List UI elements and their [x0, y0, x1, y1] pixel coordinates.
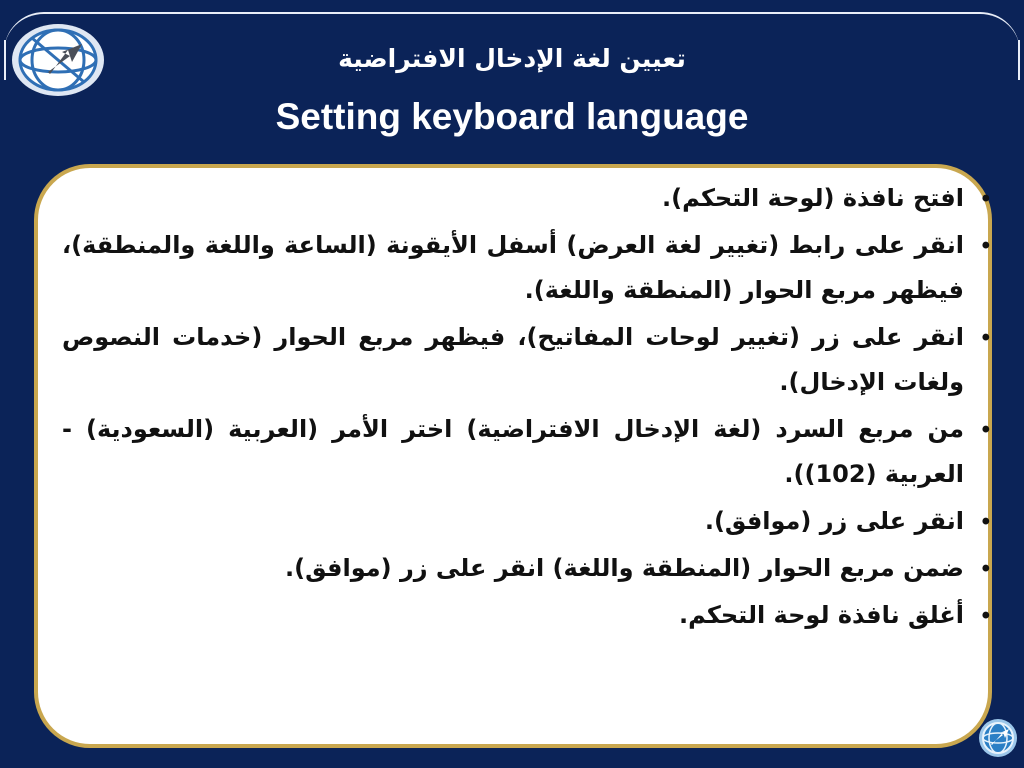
- slide-title-english: Setting keyboard language: [275, 96, 749, 137]
- slide-title-arabic: تعيين لغة الإدخال الافتراضية: [338, 44, 686, 73]
- list-item: • افتح نافذة (لوحة التحكم).: [62, 176, 964, 221]
- globe-arrow-small-icon: [978, 718, 1018, 758]
- list-item: • من مربع السرد (لغة الإدخال الافتراضية) اختر الأمر (العربية (السعودية) - العربية (102)).: [62, 407, 964, 497]
- list-item: • أغلق نافذة لوحة التحكم.: [62, 593, 964, 638]
- list-item: • ضمن مربع الحوار (المنطقة واللغة) انقر على زر (موافق).: [62, 546, 964, 591]
- instruction-list: [62, 176, 990, 640]
- list-item: • انقر على زر (تغيير لوحات المفاتيح)، فيظهر مربع الحوار (خدمات النصوص ولغات الإدخال).: [62, 315, 964, 405]
- list-item: • انقر على رابط (تغيير لغة العرض) أسفل الأيقونة (الساعة واللغة والمنطقة)، فيظهر مربع الحوار (المنطقة واللغة).: [62, 223, 964, 313]
- list-item: • انقر على زر (موافق).: [62, 499, 964, 544]
